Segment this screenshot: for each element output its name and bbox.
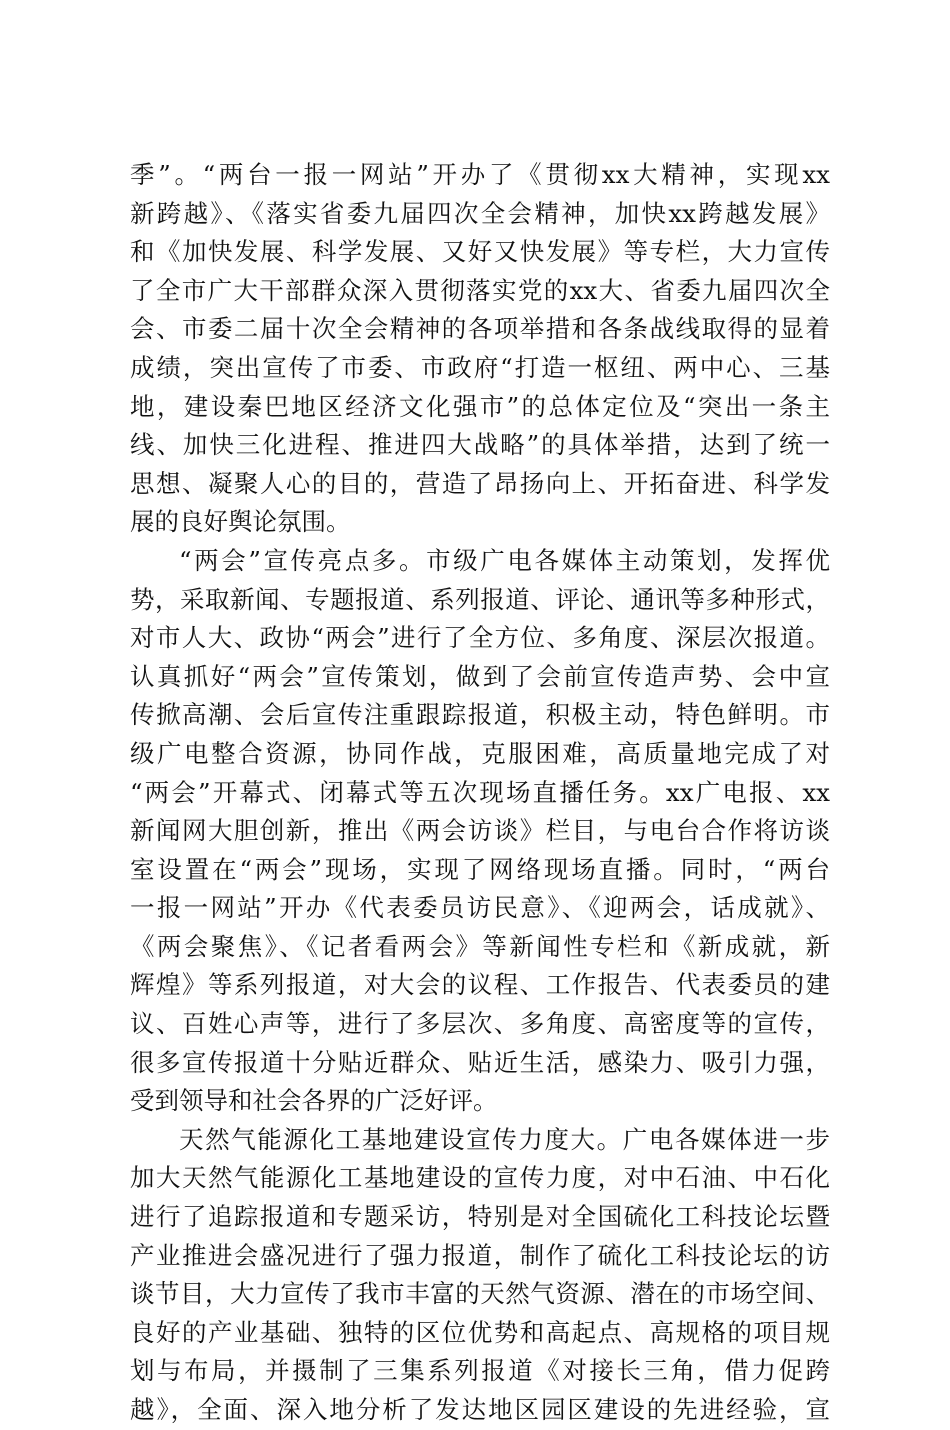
text-line: 《两会聚焦》、《记者看两会》等新闻性专栏和《新成就，新 <box>130 931 830 961</box>
text-line: 和《加快发展、科学发展、又好又快发展》等专栏，大力宣传 <box>130 237 830 267</box>
text-line: 辉煌》等系列报道，对大会的议程、工作报告、代表委员的建 <box>130 970 830 1000</box>
text-line: 级广电整合资源，协同作战，克服困难，高质量地完成了对 <box>130 738 830 768</box>
text-line: 议、百姓心声等，进行了多层次、多角度、高密度等的宣传， <box>130 1009 830 1039</box>
text-line: 对市人大、政协“两会”进行了全方位、多角度、深层次报道。 <box>130 623 830 653</box>
text-line: 一报一网站”开办《代表委员访民意》、《迎两会，话成就》、 <box>130 893 830 923</box>
text-line: 势，采取新闻、专题报道、系列报道、评论、通讯等多种形式， <box>130 584 830 614</box>
text-line: 传掀高潮、会后宣传注重跟踪报道，积极主动，特色鲜明。市 <box>130 700 830 730</box>
text-line: 思想、凝聚人心的目的，营造了昂扬向上、开拓奋进、科学发 <box>130 468 830 498</box>
body-text <box>130 156 830 1430</box>
text-line: 会、市委二届十次全会精神的各项举措和各条战线取得的显着 <box>130 314 830 344</box>
text-line: 新闻网大胆创新，推出《两会访谈》栏目，与电台合作将访谈 <box>130 816 830 846</box>
text-line: 划与布局，并摄制了三集系列报道《对接长三角，借力促跨 <box>130 1356 830 1386</box>
text-line: 越》，全面、深入地分析了发达地区园区建设的先进经验，宣 <box>130 1395 830 1424</box>
text-line: 成绩，突出宣传了市委、市政府“打造一枢纽、两中心、三基 <box>130 352 830 382</box>
paragraph-heading-line: “两会”宣传亮点多。市级广电各媒体主动策划，发挥优 <box>179 545 830 575</box>
text-line: 很多宣传报道十分贴近群众、贴近生活，感染力、吸引力强， <box>130 1047 830 1077</box>
text-line: 季”。“两台一报一网站”开办了《贯彻xx大精神，实现xx <box>130 160 830 189</box>
text-line: 谈节目，大力宣传了我市丰富的天然气资源、潜在的市场空间、 <box>130 1279 830 1309</box>
text-line: 认真抓好“两会”宣传策划，做到了会前宣传造声势、会中宣 <box>130 661 830 691</box>
paragraph-heading-line: 天然气能源化工基地建设宣传力度大。广电各媒体进一步 <box>179 1124 830 1154</box>
text-line: 展的良好舆论氛围。 <box>130 507 351 537</box>
text-line: “两会”开幕式、闭幕式等五次现场直播任务。xx广电报、xx <box>130 777 830 807</box>
text-line: 受到领导和社会各界的广泛好评。 <box>130 1086 498 1116</box>
text-line: 地，建设秦巴地区经济文化强市”的总体定位及“突出一条主 <box>130 391 830 421</box>
text-line: 产业推进会盛况进行了强力报道，制作了硫化工科技论坛的访 <box>130 1240 830 1270</box>
text-line: 新跨越》、《落实省委九届四次全会精神，加快xx跨越发展》 <box>130 198 830 228</box>
text-line: 良好的产业基础、独特的区位优势和高起点、高规格的项目规 <box>130 1317 830 1347</box>
text-line: 了全市广大干部群众深入贯彻落实党的xx大、省委九届四次全 <box>130 275 830 305</box>
text-line: 进行了追踪报道和专题采访，特别是对全国硫化工科技论坛暨 <box>130 1202 830 1232</box>
text-line: 线、加快三化进程、推进四大战略”的具体举措，达到了统一 <box>130 430 830 460</box>
text-line: 室设置在“两会”现场，实现了网络现场直播。同时，“两台 <box>130 854 830 884</box>
text-line: 加大天然气能源化工基地建设的宣传力度，对中石油、中石化 <box>130 1163 830 1193</box>
